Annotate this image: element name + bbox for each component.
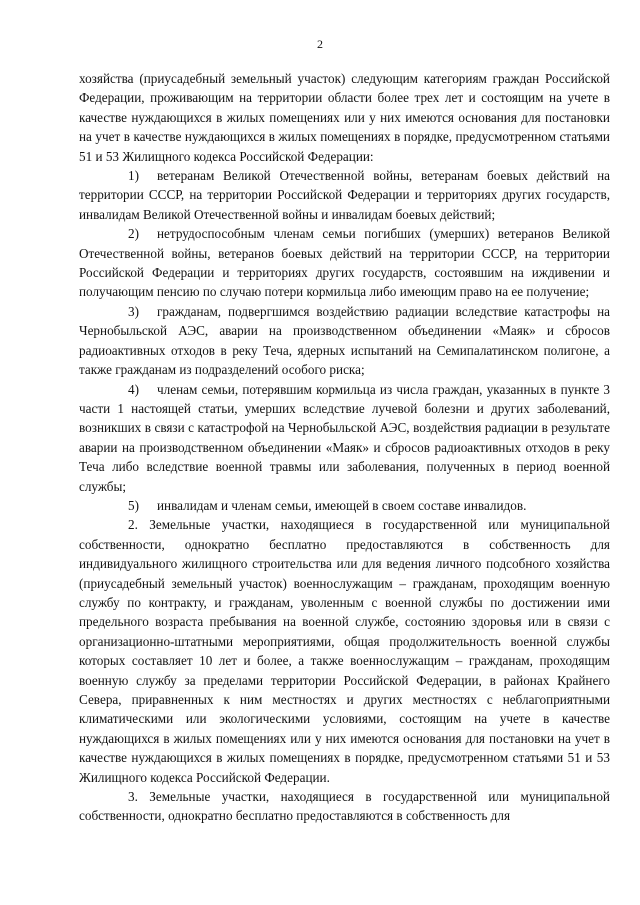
list-item-text: гражданам, подвергшимся воздействию радиации вследствие катастрофы на Чернобыльской АЭС, аварии на производственном объединении «Маяк» и сбросов радиоактивных отходов в реку Теча, ядерных испытаний на Семипалатинском полигоне, а также гражданам из подразделений особого риска; bbox=[79, 303, 610, 378]
document-body bbox=[79, 69, 610, 826]
list-item-number: 3) bbox=[128, 303, 139, 319]
list-item-text: членам семьи, потерявшим кормильца из числа граждан, указанных в пункте 3 части 1 настоящей статьи, умерших вследствие лучевой болезни и других заболеваний, возникших в связи с катастрофой на Чернобыльской АЭС, воздействия радиации в результате аварии на производственном объединении «Маяк» и сбросов радиоактивных отходов в реку Теча либо вследствие военной травмы или заболевания, полученных в период военной службы; bbox=[79, 381, 610, 494]
paragraph-section-2: 2. Земельные участки, находящиеся в государственной или муниципальной собственности, однократно бесплатно предоставляются в собственность для индивидуального жилищного строительства или для ведения личного подсобного хозяйства (приусадебный земельный участок) военнослужащим – гражданам, проходящим военную службу по контракту, и гражданам, уволенным с военной службы по достижении ими предельного возраста пребывания на военной службе, состоянию здоровья или в связи с организационно-штатными мероприятиями, общая продолжительность военной службы которых составляет 10 лет и более, а также военнослужащим – гражданам, проходящим военную службу за пределами территории Российской Федерации, в районах Крайнего Севера, приравненных к ним местностях и других местностях с неблагоприятными климатическими или экологическими условиями, состоящим на учете в качестве нуждающихся в жилых помещениях или у них имеются основания для постановки на учет в качестве нуждающихся в жилых помещениях в порядке, предусмотренном статьями 51 и 53 Жилищного кодекса Российской Федерации. bbox=[79, 517, 610, 785]
list-item bbox=[79, 166, 610, 224]
list-item-number: 4) bbox=[128, 381, 139, 397]
paragraph-intro-continuation: хозяйства (приусадебный земельный участок) следующим категориям граждан Российской Федерации, проживающим на территории области более трех лет и состоящим на учете в качестве нуждающихся в жилых помещениях или у них имеются основания для постановки на учет в качестве нуждающихся в жилых помещениях в порядке, предусмотренном статьями 51 и 53 Жилищного кодекса Российской Федерации: bbox=[79, 71, 610, 164]
list-item bbox=[79, 302, 610, 380]
page-number: 2 bbox=[317, 37, 323, 51]
list-item-text: ветеранам Великой Отечественной войны, ветеранам боевых действий на территории СССР, на территории Российской Федерации и территориях других государств, инвалидам Великой Отечественной войны и инвалидам боевых действий; bbox=[79, 168, 610, 222]
list-item-number: 5) bbox=[128, 497, 139, 513]
paragraph-section-3: 3. Земельные участки, находящиеся в государственной или муниципальной собственности, однократно бесплатно предоставляются в собственность для bbox=[79, 789, 610, 824]
list-item-text: нетрудоспособным членам семьи погибших (умерших) ветеранов Великой Отечественной войны, ветеранов боевых действий на территории СССР, на территории Российской Федерации и территориях других государств, состоявшим на иждивении и получающим пенсию по случаю потери кормильца либо имеющим право на ее получение; bbox=[79, 226, 610, 300]
list-item bbox=[79, 380, 610, 496]
list-item-number: 2) bbox=[128, 226, 139, 242]
list-item-text: инвалидам и членам семьи, имеющей в своем составе инвалидов. bbox=[157, 497, 527, 513]
list-item bbox=[79, 496, 610, 515]
list-item bbox=[79, 224, 610, 302]
list-item-number: 1) bbox=[128, 168, 139, 184]
